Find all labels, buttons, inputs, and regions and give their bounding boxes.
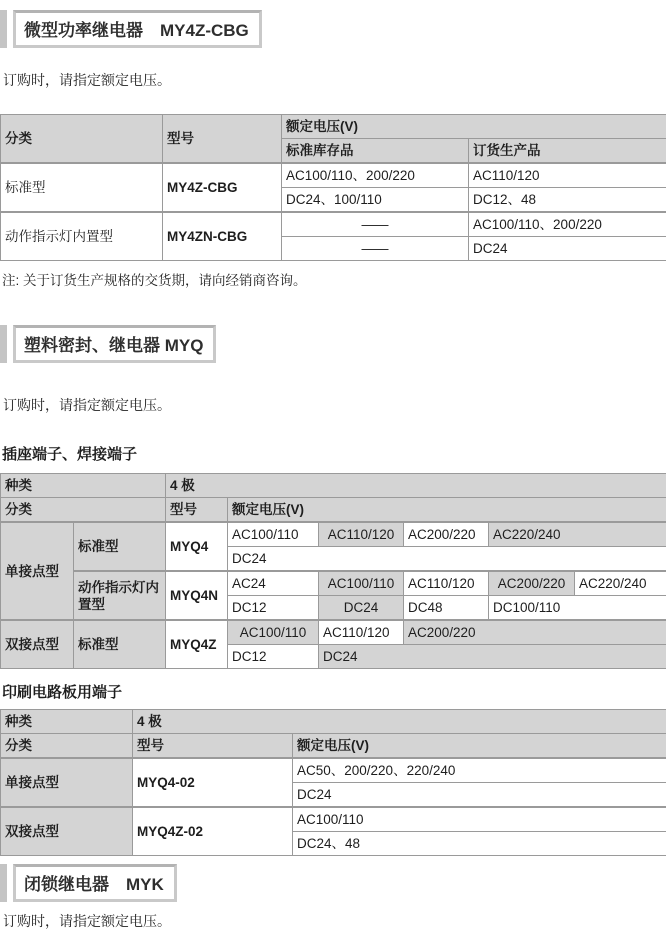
- voltage-cell: AC100/110: [319, 571, 404, 596]
- header-cell-category: 分类: [1, 115, 163, 164]
- section-heading-row-myk: [0, 864, 666, 902]
- model-cell-myq4z-02: MYQ4Z-02: [133, 807, 293, 856]
- voltage-cell: DC12: [228, 645, 319, 669]
- voltage-cell: DC48: [404, 596, 489, 621]
- header-cell-model: 型号: [133, 734, 293, 759]
- table-myq-socket: [0, 473, 666, 669]
- voltage-cell: DC24: [293, 783, 666, 808]
- header-cell-model: 型号: [163, 115, 282, 164]
- voltage-cell: AC110/120: [319, 522, 404, 547]
- voltage-cell: AC110/120: [404, 571, 489, 596]
- model-cell-myq4-02: MYQ4-02: [133, 758, 293, 807]
- accent-bar: [0, 325, 7, 363]
- voltage-cell: AC100/110: [228, 620, 319, 645]
- model-cell-myq4: MYQ4: [166, 522, 228, 571]
- section-heading-myq: 塑料密封、继电器 MYQ: [13, 325, 216, 363]
- table-my4z-cbg: [0, 114, 666, 261]
- voltage-cell: AC100/110: [228, 522, 319, 547]
- header-cell-category: 分类: [1, 734, 133, 759]
- voltage-cell: DC24: [469, 237, 666, 261]
- voltage-cell: DC12、48: [469, 188, 666, 213]
- header-cell-kind: 种类: [1, 710, 133, 734]
- model-cell-myq4n: MYQ4N: [166, 571, 228, 620]
- kind-cell-double: 双接点型: [1, 620, 74, 669]
- section-heading-row-myq: [0, 325, 666, 363]
- kind-cell-single: 单接点型: [1, 758, 133, 807]
- header-cell-model: 型号: [166, 498, 228, 523]
- category-cell-standard: 标准型: [74, 522, 166, 571]
- voltage-cell-dash: ——: [282, 212, 469, 237]
- kind-cell-single: 单接点型: [1, 522, 74, 620]
- table-myq-pcb: [0, 709, 666, 856]
- section-heading-row-my4z: [0, 10, 666, 48]
- note-text: 注: 关于订货生产规格的交货期，请向经销商咨询。: [2, 269, 666, 289]
- intro-text: 订购时，请指定额定电压。: [3, 70, 666, 90]
- header-cell-poles: 4 极: [133, 710, 666, 734]
- model-cell-myq4z: MYQ4Z: [166, 620, 228, 669]
- voltage-cell: DC24、48: [293, 832, 666, 856]
- voltage-cell: DC100/110: [489, 596, 666, 621]
- accent-bar: [0, 10, 7, 48]
- intro-text: 订购时，请指定额定电压。: [3, 911, 666, 931]
- sublabel-pcb-terminals: 印刷电路板用端子: [2, 681, 666, 702]
- voltage-cell: AC200/220: [404, 522, 489, 547]
- category-cell: 标准型: [1, 163, 163, 212]
- category-cell-standard: 标准型: [74, 620, 166, 669]
- voltage-cell: AC220/240: [575, 571, 666, 596]
- voltage-cell: AC110/120: [469, 163, 666, 188]
- category-cell: 动作指示灯内置型: [1, 212, 163, 261]
- category-cell-indicator: 动作指示灯内置型: [74, 571, 166, 620]
- accent-bar: [0, 864, 7, 902]
- voltage-cell: DC12: [228, 596, 319, 621]
- header-cell-voltage: 额定电压(V): [282, 115, 666, 139]
- voltage-cell: DC24: [319, 645, 666, 669]
- header-cell-poles: 4 极: [166, 474, 666, 498]
- section-heading-myk: 闭锁继电器 MYK: [13, 864, 177, 902]
- section-heading-my4z-cbg: 微型功率继电器 MY4Z-CBG: [13, 10, 262, 48]
- header-cell-stock: 标准库存品: [282, 139, 469, 164]
- header-cell-voltage: 额定电压(V): [228, 498, 666, 523]
- kind-cell-double: 双接点型: [1, 807, 133, 856]
- voltage-cell: AC50、200/220、220/240: [293, 758, 666, 783]
- voltage-cell: AC200/220: [489, 571, 575, 596]
- voltage-cell: DC24: [228, 547, 666, 572]
- header-cell-category: 分类: [1, 498, 166, 523]
- voltage-cell: DC24: [319, 596, 404, 621]
- voltage-cell: AC100/110、200/220: [469, 212, 666, 237]
- header-cell-order: 订货生产品: [469, 139, 666, 164]
- voltage-cell-dash: ——: [282, 237, 469, 261]
- voltage-cell: AC100/110、200/220: [282, 163, 469, 188]
- voltage-cell: AC110/120: [319, 620, 404, 645]
- voltage-cell: AC220/240: [489, 522, 666, 547]
- model-cell: MY4ZN-CBG: [163, 212, 282, 261]
- voltage-cell: AC24: [228, 571, 319, 596]
- header-cell-kind: 种类: [1, 474, 166, 498]
- model-cell: MY4Z-CBG: [163, 163, 282, 212]
- header-cell-voltage: 额定电压(V): [293, 734, 666, 759]
- intro-text: 订购时，请指定额定电压。: [3, 395, 666, 415]
- voltage-cell: DC24、100/110: [282, 188, 469, 213]
- voltage-cell: AC200/220: [404, 620, 666, 645]
- sublabel-socket-terminals: 插座端子、焊接端子: [2, 443, 666, 464]
- voltage-cell: AC100/110: [293, 807, 666, 832]
